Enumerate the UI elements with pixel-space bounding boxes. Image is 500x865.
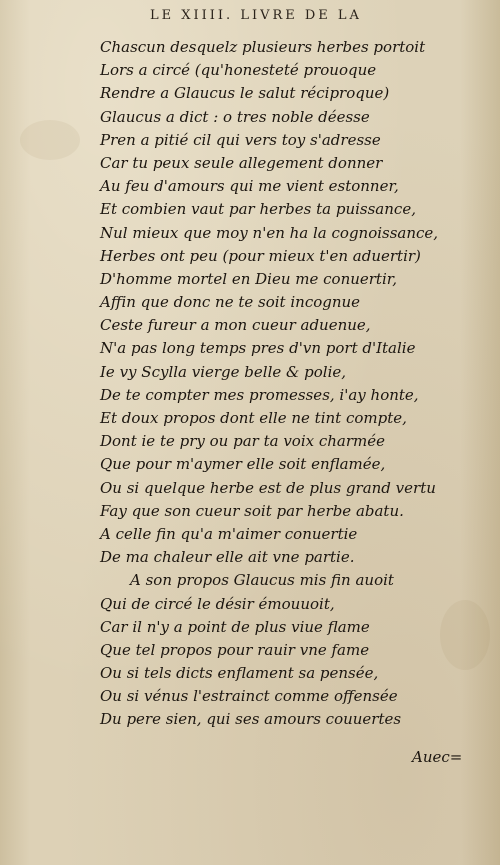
verse-line: D'homme mortel en Dieu me conuertir, — [100, 269, 398, 288]
verse-line: Herbes ont peu (pour mieux t'en aduertir) — [100, 246, 421, 265]
verse-line: Affin que donc ne te soit incognue — [100, 293, 361, 312]
verse-line: Que tel propos pour rauir vne fame — [100, 640, 370, 659]
verse-line: Ou si vénus l'estrainct comme offensée — [100, 687, 398, 706]
verse-line: A son propos Glaucus mis fin auoit — [130, 571, 394, 590]
verse-line: Que pour m'aymer elle soit enflamée, — [100, 455, 386, 474]
verse-line: Au feu d'amours qui me vient estonner, — [100, 177, 399, 196]
verse-line: Car il n'y a point de plus viue flame — [100, 617, 370, 636]
verse-block — [100, 36, 440, 732]
verse-line: Ou si quelque herbe est de plus grand vertu — [100, 478, 436, 497]
verse-line: Chascun desquelz plusieurs herbes portoit — [100, 38, 426, 56]
verse-line: Glaucus a dict : o tres noble déesse — [100, 107, 370, 126]
verse-line: Car tu peux seule allegement donner — [100, 153, 383, 172]
verse-line: Rendre a Glaucus le salut réciproque) — [100, 84, 390, 103]
catchword: Auec= — [412, 748, 463, 766]
verse-line: De ma chaleur elle ait vne partie. — [100, 548, 355, 567]
verse-line: N'a pas long temps pres d'vn port d'Italie — [100, 339, 416, 358]
verse-line: Pren a pitié cil qui vers toy s'adresse — [100, 130, 381, 149]
verse-line: Ie vy Scylla vierge belle & polie, — [100, 362, 347, 381]
verse-line: A celle fin qu'a m'aimer conuertie — [100, 524, 358, 543]
verse-line: Ou si tels dicts enflament sa pensée, — [100, 664, 379, 683]
verse-line: Nul mieux que moy n'en ha la cognoissance, — [100, 223, 439, 242]
verse-line: Fay que son cueur soit par herbe abatu. — [100, 501, 404, 520]
verse-line: Qui de circé le désir émouuoit, — [100, 594, 335, 613]
paper-stain — [440, 600, 490, 670]
verse-line: Du pere sien, qui ses amours couuertes — [100, 710, 402, 729]
verse-line: Ceste fureur a mon cueur aduenue, — [100, 316, 371, 335]
verse-line: Et combien vaut par herbes ta puissance, — [100, 200, 416, 219]
running-head: LE XIIII. LIVRE DE LA — [150, 8, 362, 23]
verse-line: Dont ie te pry ou par ta voix charmée — [100, 432, 386, 451]
verse-line: Lors a circé (qu'honesteté prouoque — [100, 61, 377, 80]
verse-line: Et doux propos dont elle ne tint compte, — [100, 409, 407, 427]
verse-line: De te compter mes promesses, i'ay honte, — [100, 385, 419, 404]
paper-stain — [20, 120, 80, 160]
